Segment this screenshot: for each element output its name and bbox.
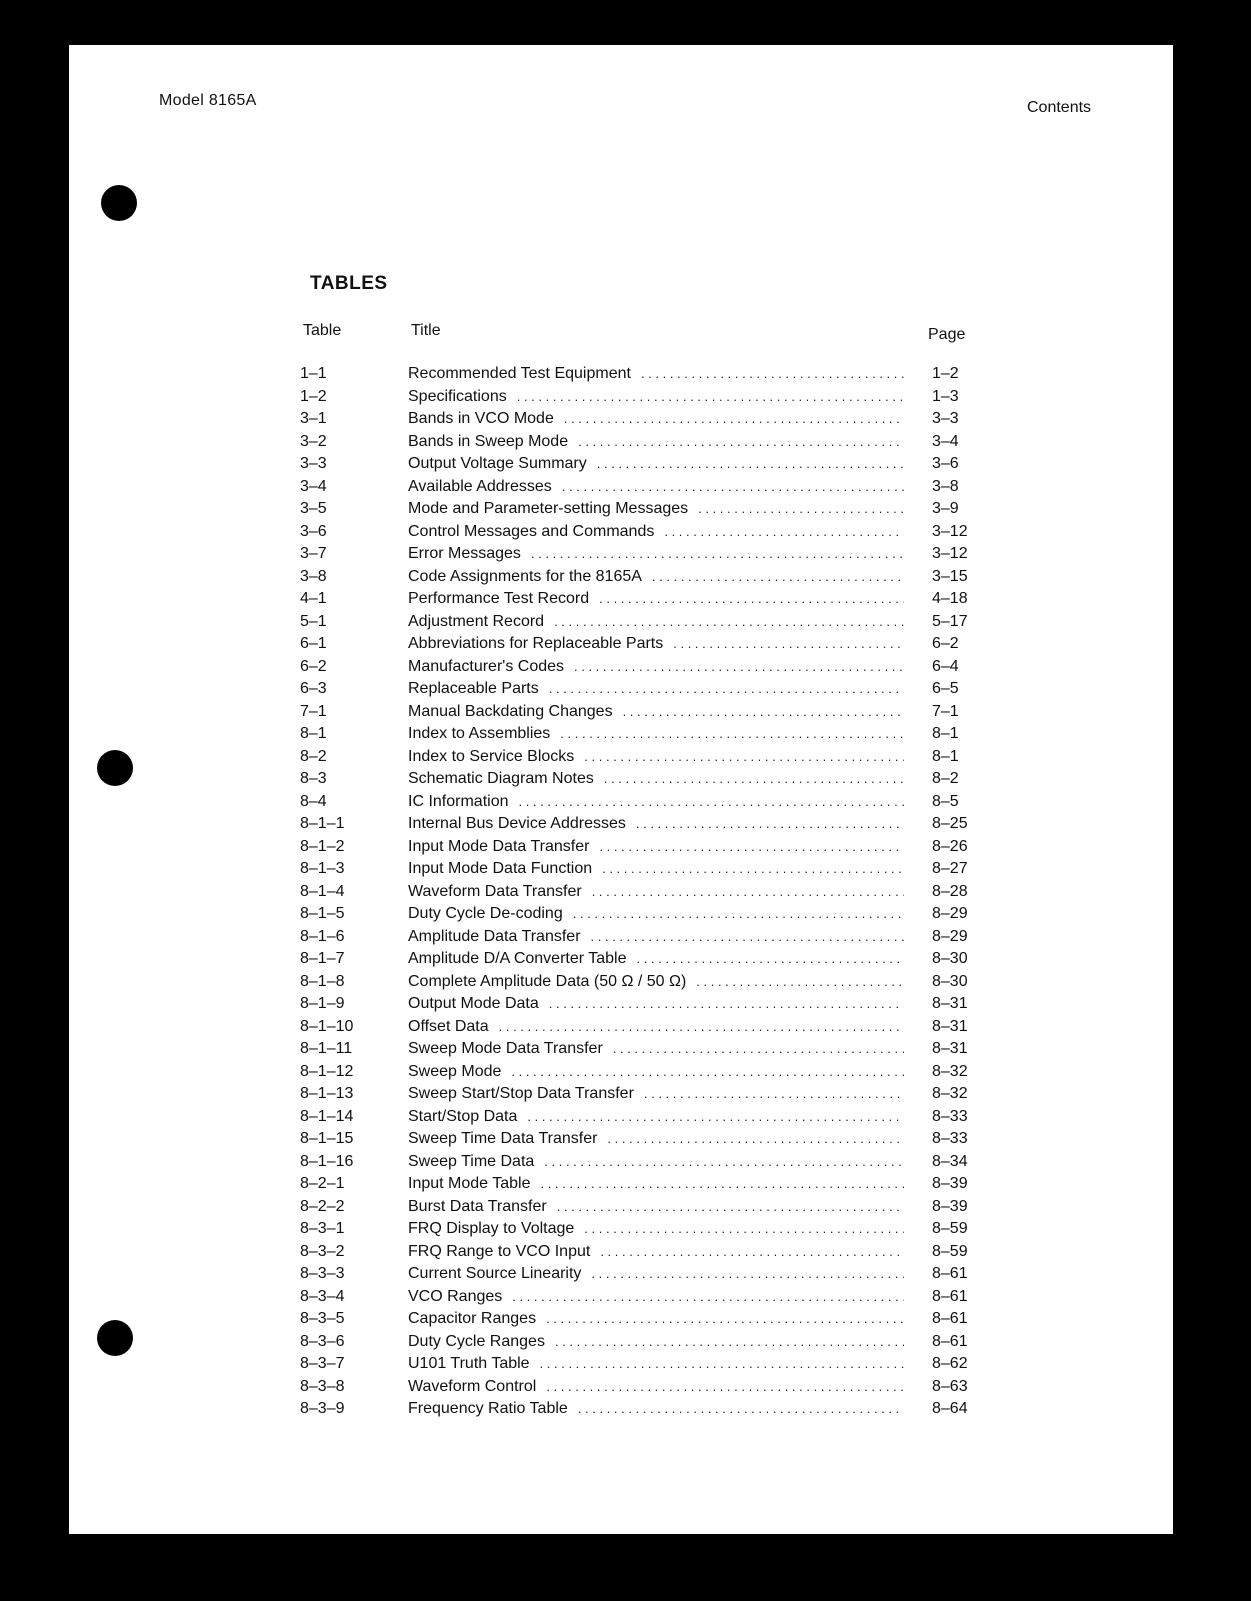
dot-leader xyxy=(636,816,904,831)
list-item xyxy=(300,1130,980,1153)
table-title: Error Messages xyxy=(408,545,521,562)
dot-leader xyxy=(540,1176,904,1191)
table-number: 8–1–1 xyxy=(300,815,345,832)
list-item xyxy=(300,1153,980,1176)
table-number: 5–1 xyxy=(300,612,327,630)
column-header-table: Table xyxy=(303,322,342,339)
table-title: Bands in Sweep Mode xyxy=(408,432,569,450)
dot-leader xyxy=(597,456,904,471)
binder-hole-top xyxy=(101,185,137,221)
table-title: Bands in VCO Mode xyxy=(408,410,554,427)
list-item xyxy=(300,950,980,973)
page-number: 8–30 xyxy=(932,972,968,990)
dot-leader xyxy=(573,906,904,921)
table-number: 3–8 xyxy=(300,567,327,585)
dot-leader xyxy=(644,1086,904,1101)
table-number: 8–1–16 xyxy=(300,1152,354,1170)
table-number: 8–2–2 xyxy=(300,1197,345,1215)
dot-leader xyxy=(592,884,904,899)
dot-leader xyxy=(499,1019,904,1034)
table-title: Start/Stop Data xyxy=(408,1107,518,1125)
table-number: 3–5 xyxy=(300,500,327,517)
page-number: 8–64 xyxy=(932,1400,968,1417)
table-title: FRQ Range to VCO Input xyxy=(408,1242,591,1260)
list-item xyxy=(300,725,980,748)
table-number: 8–3–4 xyxy=(300,1287,345,1305)
table-title: Abbreviations for Replaceable Parts xyxy=(408,635,664,652)
list-item xyxy=(300,1378,980,1401)
dot-leader xyxy=(673,636,904,651)
list-item xyxy=(300,455,980,478)
page-number: 5–17 xyxy=(932,612,968,630)
dot-leader xyxy=(544,1154,904,1169)
dot-leader xyxy=(578,1401,904,1416)
table-number: 8–1–4 xyxy=(300,882,345,900)
table-number: 8–3–5 xyxy=(300,1310,345,1327)
dot-leader xyxy=(664,524,904,539)
list-item xyxy=(300,1288,980,1311)
dot-leader xyxy=(599,839,904,854)
dot-leader xyxy=(564,411,904,426)
dot-leader xyxy=(600,1244,904,1259)
page-number: 8–31 xyxy=(932,995,968,1012)
table-title: Sweep Time Data Transfer xyxy=(408,1130,598,1147)
list-item xyxy=(300,410,980,433)
page-number: 8–30 xyxy=(932,950,968,967)
page-number: 8–61 xyxy=(932,1310,968,1327)
page-number: 3–12 xyxy=(932,545,968,562)
page-number: 3–4 xyxy=(932,432,959,450)
dot-leader xyxy=(554,614,904,629)
list-item xyxy=(300,1333,980,1356)
table-number: 7–1 xyxy=(300,702,327,720)
page-number: 8–26 xyxy=(932,837,968,855)
table-title: Sweep Mode xyxy=(408,1062,502,1080)
page-number: 8–32 xyxy=(932,1085,968,1102)
table-number: 1–2 xyxy=(300,387,327,405)
table-number: 6–1 xyxy=(300,635,327,652)
page-number: 6–2 xyxy=(932,635,959,652)
list-item xyxy=(300,613,980,636)
dot-leader xyxy=(540,1356,904,1371)
table-title: Performance Test Record xyxy=(408,590,590,607)
page-number: 3–9 xyxy=(932,500,959,517)
table-number: 8–1–12 xyxy=(300,1062,354,1080)
column-header-title: Title xyxy=(411,322,441,339)
list-item xyxy=(300,860,980,883)
table-title: Code Assignments for the 8165A xyxy=(408,567,642,585)
table-title: Mode and Parameter-setting Messages xyxy=(408,500,689,517)
table-title: Specifications xyxy=(408,387,507,405)
table-title: Duty Cycle Ranges xyxy=(408,1332,545,1350)
table-title: Waveform Data Transfer xyxy=(408,882,582,900)
table-number: 8–3–1 xyxy=(300,1220,345,1237)
table-number: 8–1–15 xyxy=(300,1130,354,1147)
dot-leader xyxy=(599,591,904,606)
list-item xyxy=(300,545,980,568)
table-number: 3–3 xyxy=(300,455,327,472)
table-number: 8–1–10 xyxy=(300,1017,354,1035)
page-number: 8–1 xyxy=(932,747,959,765)
page-number: 8–33 xyxy=(932,1130,968,1147)
dot-leader xyxy=(584,749,904,764)
table-number: 3–4 xyxy=(300,477,327,495)
table-title: Offset Data xyxy=(408,1017,489,1035)
dot-leader xyxy=(578,434,904,449)
table-title: Adjustment Record xyxy=(408,612,545,630)
page-number: 8–27 xyxy=(932,860,968,877)
table-title: U101 Truth Table xyxy=(408,1355,530,1372)
page-number: 3–8 xyxy=(932,477,959,495)
list-item xyxy=(300,703,980,726)
dot-leader xyxy=(604,771,904,786)
table-number: 8–3–2 xyxy=(300,1242,345,1260)
table-number: 3–7 xyxy=(300,545,327,562)
list-item xyxy=(300,1220,980,1243)
table-title: Input Mode Data Function xyxy=(408,860,593,877)
page-number: 7–1 xyxy=(932,702,959,720)
table-number: 8–1–5 xyxy=(300,905,345,922)
page-number: 8–39 xyxy=(932,1175,968,1192)
table-number: 3–2 xyxy=(300,432,327,450)
list-item xyxy=(300,680,980,703)
dot-leader xyxy=(546,1311,904,1326)
table-number: 6–2 xyxy=(300,657,327,675)
dot-leader xyxy=(549,681,904,696)
list-item xyxy=(300,1198,980,1221)
column-header-page: Page xyxy=(928,326,966,343)
list-item xyxy=(300,905,980,928)
list-item xyxy=(300,770,980,793)
table-title: Manufacturer's Codes xyxy=(408,657,565,675)
running-header-section: Contents xyxy=(1027,99,1092,116)
page-number: 8–31 xyxy=(932,1017,968,1035)
dot-leader xyxy=(698,501,904,516)
table-number: 3–1 xyxy=(300,410,327,427)
list-item xyxy=(300,568,980,591)
page-number: 8–29 xyxy=(932,905,968,922)
dot-leader xyxy=(531,546,904,561)
page-number: 3–6 xyxy=(932,455,959,472)
dot-leader xyxy=(636,951,904,966)
table-number: 8–1–8 xyxy=(300,972,345,990)
table-number: 8–2–1 xyxy=(300,1175,345,1192)
dot-leader xyxy=(546,1379,904,1394)
dot-leader xyxy=(652,569,904,584)
table-title: Sweep Time Data xyxy=(408,1152,535,1170)
table-title: FRQ Display to Voltage xyxy=(408,1220,575,1237)
dot-leader xyxy=(602,861,904,876)
table-number: 8–3–3 xyxy=(300,1265,345,1282)
dot-leader xyxy=(623,704,904,719)
table-title: Complete Amplitude Data (50 Ω / 50 Ω) xyxy=(408,972,687,990)
dot-leader xyxy=(574,659,904,674)
table-number: 6–3 xyxy=(300,680,327,697)
table-title: Frequency Ratio Table xyxy=(408,1400,568,1417)
table-title: Current Source Linearity xyxy=(408,1265,582,1282)
dot-leader xyxy=(512,1289,904,1304)
list-item xyxy=(300,1063,980,1086)
list-item xyxy=(300,635,980,658)
table-number: 8–1–11 xyxy=(300,1040,353,1057)
table-title: Schematic Diagram Notes xyxy=(408,770,594,787)
table-title: Index to Service Blocks xyxy=(408,747,575,765)
dot-leader xyxy=(613,1041,904,1056)
page-number: 8–39 xyxy=(932,1197,968,1215)
dot-leader xyxy=(517,389,904,404)
table-number: 8–3–6 xyxy=(300,1332,345,1350)
table-title: Output Mode Data xyxy=(408,995,539,1012)
page-number: 6–5 xyxy=(932,680,959,697)
list-item xyxy=(300,995,980,1018)
table-number: 8–1–7 xyxy=(300,950,345,967)
dot-leader xyxy=(549,996,904,1011)
page-number: 3–3 xyxy=(932,410,959,427)
page-number: 8–25 xyxy=(932,815,968,832)
table-title: Available Addresses xyxy=(408,477,552,495)
page-number: 6–4 xyxy=(932,657,959,675)
table-title: Sweep Start/Stop Data Transfer xyxy=(408,1085,634,1102)
page-number: 8–32 xyxy=(932,1062,968,1080)
page-number: 1–3 xyxy=(932,387,959,405)
list-item xyxy=(300,658,980,681)
table-title: Internal Bus Device Addresses xyxy=(408,815,626,832)
list-item xyxy=(300,523,980,546)
list-item xyxy=(300,883,980,906)
page-number: 3–12 xyxy=(932,522,968,540)
dot-leader xyxy=(584,1221,904,1236)
list-item xyxy=(300,1040,980,1063)
list-item xyxy=(300,478,980,501)
table-number: 8–1–3 xyxy=(300,860,345,877)
table-title: VCO Ranges xyxy=(408,1287,503,1305)
list-item xyxy=(300,1175,980,1198)
table-number: 8–3–9 xyxy=(300,1400,345,1417)
table-title: Input Mode Data Transfer xyxy=(408,837,590,855)
table-number: 8–1–14 xyxy=(300,1107,354,1125)
page-number: 8–33 xyxy=(932,1107,968,1125)
page-number: 8–2 xyxy=(932,770,959,787)
list-item xyxy=(300,388,980,411)
section-title: TABLES xyxy=(310,273,388,294)
page-number: 8–61 xyxy=(932,1287,968,1305)
list-item xyxy=(300,1018,980,1041)
dot-leader xyxy=(511,1064,904,1079)
table-title: Manual Backdating Changes xyxy=(408,702,613,720)
list-item xyxy=(300,1108,980,1131)
table-title: Index to Assemblies xyxy=(408,725,551,742)
list-item xyxy=(300,500,980,523)
table-title: Duty Cycle De-coding xyxy=(408,905,563,922)
table-title: Sweep Mode Data Transfer xyxy=(408,1040,603,1057)
list-item xyxy=(300,973,980,996)
table-number: 8–3–7 xyxy=(300,1355,345,1372)
page-number: 8–59 xyxy=(932,1242,968,1260)
list-item xyxy=(300,1243,980,1266)
dot-leader xyxy=(557,1199,904,1214)
table-of-tables-list xyxy=(300,365,980,1423)
list-item xyxy=(300,1265,980,1288)
table-number: 8–3–8 xyxy=(300,1377,345,1395)
table-number: 8–1–9 xyxy=(300,995,345,1012)
table-title: Burst Data Transfer xyxy=(408,1197,547,1215)
page-number: 8–29 xyxy=(932,927,968,945)
page-number: 8–1 xyxy=(932,725,959,742)
table-title: Capacitor Ranges xyxy=(408,1310,537,1327)
dot-leader xyxy=(607,1131,904,1146)
dot-leader xyxy=(555,1334,904,1349)
page-number: 8–61 xyxy=(932,1265,968,1282)
list-item xyxy=(300,590,980,613)
table-title: Amplitude Data Transfer xyxy=(408,927,581,945)
table-number: 8–2 xyxy=(300,747,327,765)
dot-leader xyxy=(591,1266,904,1281)
dot-leader xyxy=(641,366,904,381)
list-item xyxy=(300,1310,980,1333)
dot-leader xyxy=(560,726,904,741)
page-number: 8–62 xyxy=(932,1355,968,1372)
table-title: Amplitude D/A Converter Table xyxy=(408,950,627,967)
binder-hole-bottom xyxy=(97,1320,133,1356)
page-number: 1–2 xyxy=(932,365,959,382)
table-title: Control Messages and Commands xyxy=(408,522,655,540)
table-number: 8–1–2 xyxy=(300,837,345,855)
table-number: 8–1 xyxy=(300,725,327,742)
table-number: 1–1 xyxy=(300,365,327,382)
document-page xyxy=(69,45,1173,1534)
list-item xyxy=(300,793,980,816)
table-title: Input Mode Table xyxy=(408,1175,531,1192)
table-title: Output Voltage Summary xyxy=(408,455,587,472)
table-title: IC Information xyxy=(408,792,509,810)
page-number: 3–15 xyxy=(932,567,968,585)
list-item xyxy=(300,1400,980,1423)
list-item xyxy=(300,1085,980,1108)
running-header-model: Model 8165A xyxy=(159,92,257,109)
dot-leader xyxy=(591,929,904,944)
list-item xyxy=(300,928,980,951)
dot-leader xyxy=(696,974,904,989)
dot-leader xyxy=(562,479,904,494)
page-number: 8–5 xyxy=(932,792,959,810)
list-item xyxy=(300,1355,980,1378)
table-number: 8–3 xyxy=(300,770,327,787)
table-number: 8–4 xyxy=(300,792,327,810)
table-number: 8–1–6 xyxy=(300,927,345,945)
table-number: 8–1–13 xyxy=(300,1085,354,1102)
list-item xyxy=(300,838,980,861)
dot-leader xyxy=(527,1109,904,1124)
page-number: 8–28 xyxy=(932,882,968,900)
list-item xyxy=(300,748,980,771)
page-number: 8–59 xyxy=(932,1220,968,1237)
table-number: 3–6 xyxy=(300,522,327,540)
page-number: 8–34 xyxy=(932,1152,968,1170)
binder-hole-middle xyxy=(97,750,133,786)
table-title: Recommended Test Equipment xyxy=(408,365,631,382)
page-number: 8–61 xyxy=(932,1332,968,1350)
table-title: Waveform Control xyxy=(408,1377,537,1395)
page-number: 8–31 xyxy=(932,1040,968,1057)
list-item xyxy=(300,433,980,456)
table-title: Replaceable Parts xyxy=(408,680,539,697)
page-number: 8–63 xyxy=(932,1377,968,1395)
page-number: 4–18 xyxy=(932,590,968,607)
list-item xyxy=(300,365,980,388)
dot-leader xyxy=(518,794,904,809)
list-item xyxy=(300,815,980,838)
table-number: 4–1 xyxy=(300,590,327,607)
